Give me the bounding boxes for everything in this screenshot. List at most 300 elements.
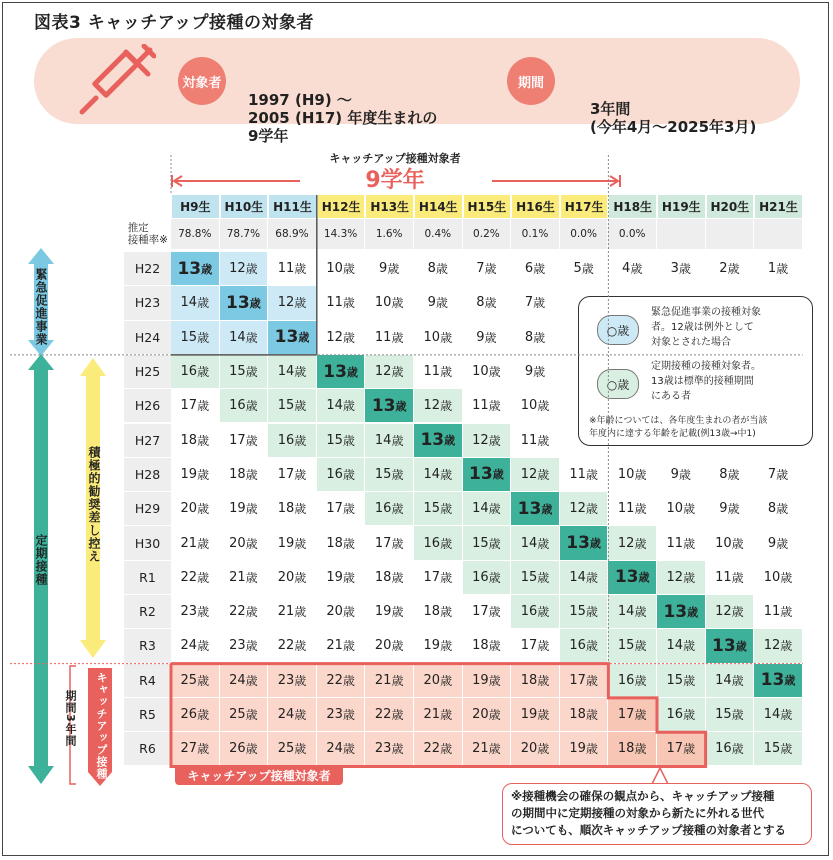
age-suffix: 歳 (294, 262, 307, 277)
age-cell (511, 321, 560, 355)
age-suffix: 歳 (391, 467, 404, 482)
age-value: 20 (472, 707, 489, 723)
age-suffix: 歳 (245, 399, 258, 414)
rate-cell: 0.0% (608, 219, 657, 249)
age-suffix: 歳 (537, 399, 550, 414)
age-value: 11 (472, 398, 489, 414)
age-suffix: 歳 (537, 742, 550, 757)
age-cell (171, 664, 220, 698)
age-suffix: 歳 (541, 502, 553, 516)
age-suffix: 歳 (391, 365, 404, 380)
age-suffix: 歳 (342, 639, 355, 654)
age-value: 18 (617, 741, 635, 757)
age-cell (463, 389, 512, 423)
age-suffix: 歳 (294, 605, 307, 620)
catchup-side-label: キャッチアップ接種 (95, 672, 108, 780)
age-suffix: 歳 (727, 467, 740, 482)
age-value: 18 (180, 432, 198, 448)
age-value: 12 (569, 501, 586, 517)
age-cell (657, 629, 706, 663)
age-suffix: 歳 (585, 639, 598, 654)
age-value: 15 (569, 604, 586, 620)
age-suffix: 歳 (638, 571, 650, 585)
age-value: 16 (617, 672, 635, 688)
age-value: 19 (374, 604, 392, 620)
age-cell (414, 629, 463, 663)
age-value: 22 (277, 638, 295, 654)
age-cell (754, 561, 803, 595)
age-suffix: 歳 (537, 536, 550, 551)
age-value: 12 (617, 535, 635, 551)
age-suffix: 歳 (245, 262, 258, 277)
row-header: H26 (124, 389, 171, 423)
age-value: 18 (326, 535, 343, 551)
age-cell (317, 526, 366, 560)
row-header: H30 (124, 526, 171, 560)
age-suffix: 歳 (294, 467, 307, 482)
age-value: 19 (277, 535, 295, 551)
age-value: 8 (524, 329, 534, 345)
age-suffix: 歳 (440, 536, 453, 551)
age-value: 13 (760, 670, 785, 691)
age-cell (414, 561, 463, 595)
column-header: H9生 (172, 195, 219, 218)
age-value: 17 (520, 638, 538, 654)
age-suffix: 歳 (440, 605, 453, 620)
age-cell (560, 595, 609, 629)
age-suffix: 歳 (245, 433, 258, 448)
rate-label: 推定 接種率※ (127, 222, 168, 246)
age-cell (220, 424, 269, 458)
age-value: 7 (767, 466, 777, 482)
age-suffix: 歳 (731, 673, 744, 688)
age-value: 25 (180, 672, 198, 688)
age-value: 19 (423, 638, 441, 654)
age-cell (414, 664, 463, 698)
age-suffix: 歳 (435, 296, 448, 311)
age-cell (268, 698, 317, 732)
age-cell (171, 492, 220, 526)
age-suffix: 歳 (731, 536, 744, 551)
age-suffix: 歳 (533, 365, 546, 380)
age-cell (657, 458, 706, 492)
age-cell (608, 252, 657, 286)
age-cell (414, 424, 463, 458)
age-suffix: 歳 (342, 570, 355, 585)
age-cell (463, 526, 512, 560)
age-suffix: 歳 (488, 639, 501, 654)
age-cell (463, 458, 512, 492)
age-cell (754, 252, 803, 286)
age-cell (365, 629, 414, 663)
age-value: 11 (569, 466, 586, 482)
age-cell (706, 492, 755, 526)
age-cell (463, 561, 512, 595)
row-header: R4 (124, 664, 171, 698)
age-suffix: 歳 (391, 330, 404, 345)
age-suffix: 歳 (245, 673, 258, 688)
age-value: 19 (520, 707, 538, 723)
column-header: H17生 (561, 195, 608, 218)
age-suffix: 歳 (197, 605, 210, 620)
age-value: 12 (326, 329, 343, 345)
age-value: 14 (472, 501, 489, 517)
legend-blue-text: 緊急促進事業の接種対象 者。12歳は例外として 対象とされた場合 (651, 307, 761, 348)
age-value: 21 (180, 535, 198, 551)
column-header: H12生 (318, 195, 365, 218)
age-suffix: 歳 (391, 570, 404, 585)
age-value: 11 (423, 364, 441, 380)
age-cell (220, 355, 269, 389)
age-suffix: 歳 (387, 262, 400, 277)
age-value: 20 (229, 535, 246, 551)
age-value: 15 (715, 707, 732, 723)
age-cell (268, 526, 317, 560)
age-cell (171, 629, 220, 663)
age-cell (365, 355, 414, 389)
age-value: 11 (520, 432, 538, 448)
age-cell (317, 629, 366, 663)
age-suffix: 歳 (634, 605, 647, 620)
age-value: 15 (520, 569, 538, 585)
age-suffix: 歳 (342, 536, 355, 551)
age-value: 15 (617, 638, 635, 654)
age-suffix: 歳 (342, 708, 355, 723)
age-value: 15 (326, 432, 343, 448)
age-suffix: 歳 (440, 673, 453, 688)
age-suffix: 歳 (346, 365, 358, 379)
age-value: 23 (374, 741, 392, 757)
age-cell (754, 458, 803, 492)
age-value: 18 (277, 501, 295, 517)
age-value: 17 (374, 535, 392, 551)
age-value: 22 (423, 741, 441, 757)
catchup-top-label: キャッチアップ接種対象者 (329, 152, 461, 165)
age-value: 13 (371, 395, 396, 416)
age-suffix: 歳 (731, 605, 744, 620)
row-header: R1 (124, 561, 171, 595)
age-cell (706, 732, 755, 766)
age-cell (220, 664, 269, 698)
age-value: 18 (374, 569, 392, 585)
age-suffix: 歳 (391, 605, 404, 620)
age-cell (268, 321, 317, 355)
age-value: 21 (472, 741, 489, 757)
age-suffix: 歳 (780, 605, 793, 620)
age-suffix: 歳 (245, 639, 258, 654)
age-suffix: 歳 (440, 708, 453, 723)
age-suffix: 歳 (585, 570, 598, 585)
age-value: 7 (476, 261, 485, 277)
age-value: 8 (427, 261, 436, 277)
age-value: 19 (569, 741, 586, 757)
age-cell (754, 526, 803, 560)
age-cell (511, 595, 560, 629)
age-suffix: 歳 (197, 365, 210, 380)
age-cell (317, 732, 366, 766)
legend-green-swatch: ○歳 (597, 369, 639, 399)
age-value: 13 (566, 533, 590, 554)
column-header: H20生 (707, 195, 754, 218)
age-value: 14 (715, 672, 732, 688)
age-cell (608, 526, 657, 560)
age-suffix: 歳 (585, 673, 598, 688)
column-header: H13生 (366, 195, 413, 218)
age-cell (171, 321, 220, 355)
age-cell (365, 458, 414, 492)
age-suffix: 歳 (245, 365, 258, 380)
age-value: 10 (472, 364, 489, 380)
age-cell (657, 732, 706, 766)
age-value: 3 (670, 261, 679, 277)
age-cell (220, 732, 269, 766)
age-value: 14 (277, 364, 295, 380)
row-header: R5 (124, 698, 171, 732)
age-value: 15 (229, 364, 246, 380)
age-suffix: 歳 (589, 537, 601, 551)
age-suffix: 歳 (488, 502, 501, 517)
age-suffix: 歳 (780, 742, 793, 757)
age-cell (463, 664, 512, 698)
age-suffix: 歳 (342, 330, 355, 345)
age-cell (414, 355, 463, 389)
age-value: 16 (472, 569, 489, 585)
age-suffix: 歳 (537, 708, 550, 723)
age-cell (754, 629, 803, 663)
age-value: 24 (229, 672, 246, 688)
age-suffix: 歳 (776, 262, 789, 277)
age-value: 11 (277, 261, 295, 277)
age-suffix: 歳 (585, 605, 598, 620)
age-suffix: 歳 (391, 673, 404, 688)
age-cell (463, 698, 512, 732)
age-cell (463, 732, 512, 766)
age-cell (268, 732, 317, 766)
age-value: 20 (374, 638, 392, 654)
age-value: 11 (326, 295, 343, 311)
age-cell (754, 664, 803, 698)
age-suffix: 歳 (488, 708, 501, 723)
age-cell (511, 252, 560, 286)
age-cell (268, 424, 317, 458)
age-cell (171, 389, 220, 423)
age-cell (657, 595, 706, 629)
age-cell (268, 389, 317, 423)
age-cell (414, 252, 463, 286)
age-value: 12 (666, 569, 684, 585)
age-cell (317, 424, 366, 458)
age-cell (608, 561, 657, 595)
age-suffix: 歳 (683, 570, 696, 585)
age-cell (220, 698, 269, 732)
age-cell (317, 492, 366, 526)
age-value: 13 (420, 430, 445, 451)
age-suffix: 歳 (585, 502, 598, 517)
age-cell (511, 458, 560, 492)
age-value: 21 (277, 604, 295, 620)
age-value: 17 (277, 466, 295, 482)
age-suffix: 歳 (391, 536, 404, 551)
age-value: 16 (715, 741, 732, 757)
age-value: 13 (663, 601, 688, 622)
age-suffix: 歳 (687, 605, 699, 619)
age-value: 1 (767, 261, 777, 277)
age-suffix: 歳 (678, 467, 691, 482)
age-suffix: 歳 (245, 467, 258, 482)
age-value: 10 (763, 569, 781, 585)
age-value: 13 (274, 327, 299, 348)
age-suffix: 歳 (391, 639, 404, 654)
row-header: H24 (124, 321, 171, 355)
age-value: 14 (569, 569, 586, 585)
rate-cell (706, 219, 755, 249)
age-cell (706, 664, 755, 698)
age-suffix: 歳 (533, 330, 546, 345)
age-cell (268, 458, 317, 492)
age-cell (365, 424, 414, 458)
age-suffix: 歳 (197, 467, 210, 482)
rate-cell: 0.0% (560, 219, 609, 249)
age-value: 9 (379, 261, 388, 277)
age-suffix: 歳 (780, 639, 793, 654)
legend-green-text: 定期接種の接種対象者。 13歳は標準的接種期間 にある者 (651, 361, 761, 402)
age-suffix: 歳 (294, 536, 307, 551)
column-header: H15生 (464, 195, 511, 218)
age-cell (754, 595, 803, 629)
age-cell (414, 321, 463, 355)
age-value: 14 (374, 432, 392, 448)
age-cell (511, 355, 560, 389)
age-cell (365, 698, 414, 732)
age-cell (706, 698, 755, 732)
age-suffix: 歳 (537, 605, 550, 620)
age-value: 14 (423, 466, 441, 482)
age-cell (511, 732, 560, 766)
age-cell (220, 595, 269, 629)
age-cell (268, 492, 317, 526)
age-value: 18 (569, 707, 586, 723)
age-cell (317, 389, 366, 423)
age-suffix: 歳 (488, 605, 501, 620)
period-pill: 期間 (507, 57, 555, 105)
age-cell (463, 492, 512, 526)
age-suffix: 歳 (634, 673, 647, 688)
age-value: 13 (517, 498, 542, 519)
age-suffix: 歳 (634, 639, 647, 654)
age-cell (414, 389, 463, 423)
age-cell (365, 252, 414, 286)
age-value: 16 (374, 501, 392, 517)
age-cell (608, 698, 657, 732)
row-header: H25 (124, 355, 171, 389)
row-header: H27 (124, 424, 171, 458)
age-cell (268, 286, 317, 320)
age-cell (560, 492, 609, 526)
age-value: 25 (229, 707, 246, 723)
age-cell (220, 492, 269, 526)
age-suffix: 歳 (440, 639, 453, 654)
age-value: 23 (277, 672, 295, 688)
column-header: H10生 (221, 195, 268, 218)
age-suffix: 歳 (488, 673, 501, 688)
age-suffix: 歳 (294, 639, 307, 654)
age-suffix: 歳 (245, 605, 258, 620)
age-value: 12 (374, 364, 392, 380)
age-suffix: 歳 (294, 296, 307, 311)
age-cell (511, 424, 560, 458)
age-cell (268, 664, 317, 698)
age-suffix: 歳 (731, 708, 744, 723)
age-suffix: 歳 (197, 708, 210, 723)
age-cell (560, 732, 609, 766)
age-suffix: 歳 (197, 673, 210, 688)
age-value: 9 (476, 329, 485, 345)
age-cell (511, 389, 560, 423)
age-value: 14 (326, 398, 343, 414)
age-cell (365, 664, 414, 698)
age-suffix: 歳 (780, 570, 793, 585)
age-value: 17 (326, 501, 343, 517)
age-suffix: 歳 (342, 433, 355, 448)
age-value: 27 (180, 741, 198, 757)
age-value: 20 (180, 501, 198, 517)
age-value: 21 (229, 569, 246, 585)
period-text: 3年間 (今年4月〜2025年3月) (590, 100, 757, 136)
target-text: 1997 (H9) 〜 2005 (H17) 年度生まれの 9学年 (248, 91, 438, 145)
age-value: 4 (622, 261, 631, 277)
age-suffix: 歳 (440, 742, 453, 757)
age-cell (463, 355, 512, 389)
age-value: 14 (763, 707, 781, 723)
age-value: 21 (374, 672, 392, 688)
age-suffix: 歳 (678, 262, 691, 277)
age-value: 5 (573, 261, 582, 277)
age-cell (414, 698, 463, 732)
age-cell (657, 252, 706, 286)
age-value: 19 (229, 501, 246, 517)
age-value: 14 (617, 604, 635, 620)
age-cell (511, 561, 560, 595)
age-cell (560, 252, 609, 286)
age-suffix: 歳 (197, 742, 210, 757)
age-value: 9 (767, 535, 777, 551)
age-value: 17 (423, 569, 441, 585)
age-value: 18 (472, 638, 489, 654)
rate-cell: 0.4% (414, 219, 463, 249)
age-cell (220, 458, 269, 492)
age-value: 7 (524, 295, 534, 311)
age-cell (511, 629, 560, 663)
age-value: 22 (374, 707, 392, 723)
age-suffix: 歳 (731, 742, 744, 757)
age-value: 18 (520, 672, 538, 688)
rate-cell: 68.9% (268, 219, 317, 249)
age-cell (365, 286, 414, 320)
row-header: R6 (124, 732, 171, 766)
age-value: 17 (472, 604, 489, 620)
age-value: 11 (374, 329, 392, 345)
age-suffix: 歳 (683, 708, 696, 723)
syringe-icon (76, 44, 156, 118)
age-value: 9 (427, 295, 436, 311)
age-suffix: 歳 (249, 296, 261, 310)
age-cell (171, 355, 220, 389)
age-suffix: 歳 (197, 399, 210, 414)
age-suffix: 歳 (585, 742, 598, 757)
age-suffix: 歳 (294, 433, 307, 448)
age-cell (706, 629, 755, 663)
age-suffix: 歳 (391, 742, 404, 757)
